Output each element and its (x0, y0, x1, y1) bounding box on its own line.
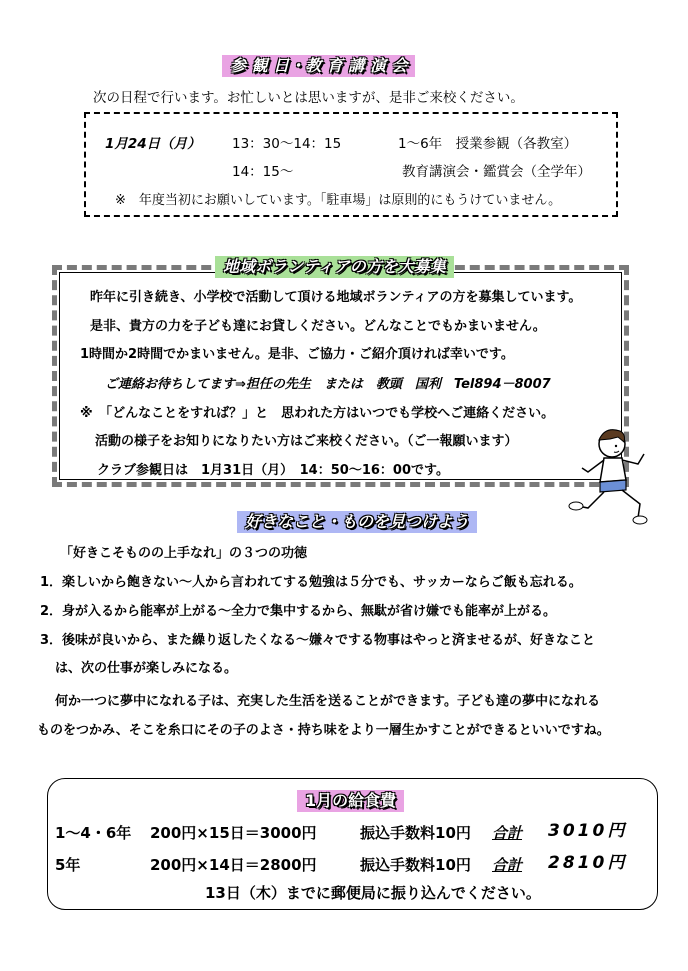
fee-total-1: 3010円 (548, 821, 628, 841)
merit-1: 1．楽しいから飽きない～人から言われてする勉強は５分でも、サッカーならご飯も忘れる。 (40, 575, 582, 590)
merit-3: 3．後味が良いから、また繰り返したくなる～嫌々でする物事はやっと済ませるが、好きなこと (40, 633, 596, 648)
running-boy-illustration (560, 420, 670, 530)
fee-calc-1: 200円×15日＝3000円 (150, 824, 317, 842)
merit-2: 2．身が入るから能率が上がる～全力で集中するから、無駄が省け嫌でも能率が上がる。 (40, 604, 557, 619)
section1-title: 参 観 日・教 育 講 演 会 (222, 55, 415, 77)
fee-grade-2: 5年 (55, 856, 81, 874)
section3-title: 好きなこと・ものを見つけよう (237, 511, 477, 533)
fee-total-label-1: 合計 (492, 824, 523, 842)
volunteer-line-2: 是非、貴方の力を子ども達にお貸しください。どんなことでもかまいません。 (90, 319, 546, 334)
fee-grade-1: 1～4・6年 (55, 824, 132, 842)
volunteer-line-3: 1時間か2時間でかまいません。是非、ご協力・ご紹介頂ければ幸いです。 (80, 347, 514, 362)
section3-subtitle: 「好きこそものの上手なれ」の３つの功徳 (60, 546, 308, 561)
schedule-detail-1: 1～6年 授業参観（各教室） (398, 136, 578, 152)
fee-total-2: 2810円 (548, 853, 628, 873)
volunteer-contact: ご連絡お待ちしてます⇒担任の先生 または 教頭 国利 Tel894－8007 (105, 377, 551, 392)
section3-para-2: ものをつかみ、そこを糸口にその子のよさ・持ち味をより一層生かすことができるといいですね。 (37, 723, 610, 738)
club-observation: クラブ参観日は 1月31日（月） 14：50～16：00です。 (97, 463, 449, 478)
schedule-time-2: 14：15～ (232, 164, 294, 180)
fee-deadline-note: 13日（木）までに郵便局に振り込んでください。 (205, 884, 541, 902)
fee-transfer-2: 振込手数料10円 (360, 856, 471, 874)
fee-calc-2: 200円×14日＝2800円 (150, 856, 317, 874)
schedule-note: ※ 年度当初にお願いしています。「駐車場」は原則的にもうけていません。 (115, 193, 562, 208)
volunteer-line-5: ※ 「どんなことをすれば？」と 思われた方はいつでも学校へご連絡ください。 (80, 406, 555, 421)
fee-total-label-2: 合計 (492, 856, 523, 874)
fee-transfer-1: 振込手数料10円 (360, 824, 471, 842)
section1-intro: 次の日程で行います。お忙しいとは思いますが、是非ご来校ください。 (93, 90, 524, 106)
schedule-time-1: 13：30～14：15 (232, 136, 342, 152)
section2-title: 地域ボランティアの方を大募集 (215, 256, 454, 278)
merit-3-cont: は、次の仕事が楽しみになる。 (55, 661, 238, 676)
volunteer-line-6: 活動の様子をお知りになりたい方はご来校ください。（ご一報願います） (95, 434, 518, 449)
schedule-date: 1月24日（月） (105, 136, 201, 152)
schedule-detail-2: 教育講演会・鑑賞会（全学年） (402, 164, 591, 180)
section3-para-1: 何か一つに夢中になれる子は、充実した生活を送ることができます。子ども達の夢中になれる (55, 694, 600, 709)
volunteer-line-1: 昨年に引き続き、小学校で活動して頂ける地域ボランティアの方を募集しています。 (90, 290, 582, 305)
section4-title: 1月の給食費 (297, 790, 404, 812)
